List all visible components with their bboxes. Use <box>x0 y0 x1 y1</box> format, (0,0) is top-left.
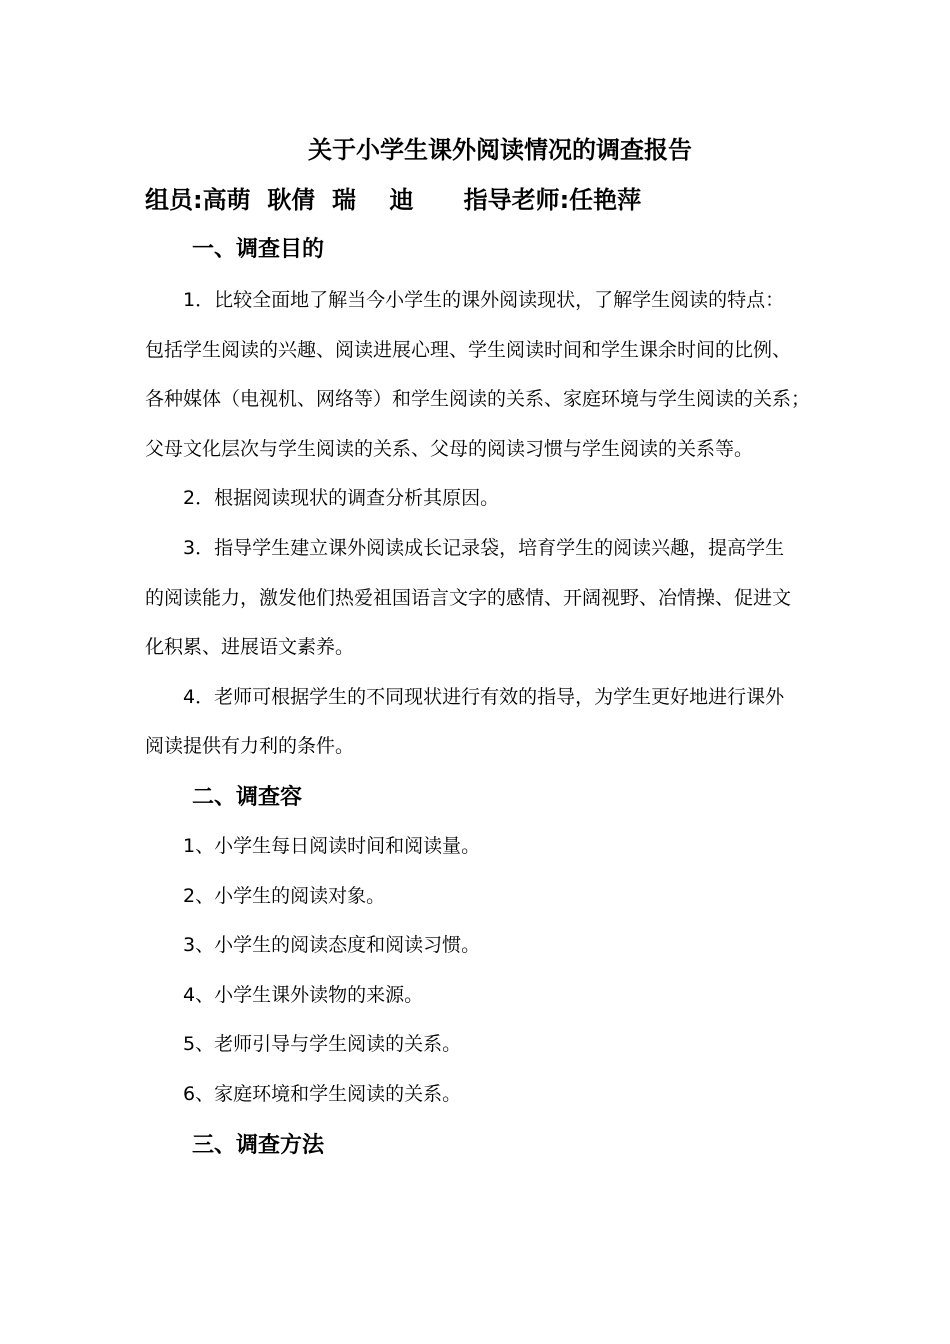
paragraph-line: 的阅读能力，激发他们热爱祖国语言文字的感情、开阔视野、冶情操、促进文 <box>145 587 792 609</box>
list-item: 4、小学生课外读物的来源。 <box>183 984 424 1006</box>
paragraph-line: 包括学生阅读的兴趣、阅读进展心理、学生阅读时间和学生课余时间的比例、 <box>145 339 792 361</box>
paragraph-line: 4．老师可根据学生的不同现状进行有效的指导，为学生更好地进行课外 <box>183 686 785 708</box>
paragraph-line: 阅读提供有力利的条件。 <box>145 735 355 757</box>
paragraph-line: 化积累、进展语文素养。 <box>145 636 355 658</box>
paragraph-line: 3．指导学生建立课外阅读成长记录袋，培育学生的阅读兴趣，提高学生 <box>183 537 785 559</box>
paragraph-line: 1．比较全面地了解当今小学生的课外阅读现状，了解学生阅读的特点： <box>183 289 785 311</box>
list-item: 6、家庭环境和学生阅读的关系。 <box>183 1083 462 1105</box>
paragraph-line: 各种媒体（电视机、网络等）和学生阅读的关系、家庭环境与学生阅读的关系； <box>145 388 811 410</box>
paragraph-line: 父母文化层次与学生阅读的关系、父母的阅读习惯与学生阅读的关系等。 <box>145 438 754 460</box>
members-line: 组员:高萌 耿倩 瑞 迪 指导老师:任艳萍 <box>145 186 642 214</box>
section-heading-method: 三、调查方法 <box>192 1133 325 1158</box>
paragraph-line: 2．根据阅读现状的调查分析其原因。 <box>183 487 500 509</box>
list-item: 3、小学生的阅读态度和阅读习惯。 <box>183 934 481 956</box>
list-item: 1、小学生每日阅读时间和阅读量。 <box>183 835 481 857</box>
section-heading-content: 二、调查容 <box>192 785 303 810</box>
list-item: 5、老师引导与学生阅读的关系。 <box>183 1033 462 1055</box>
section-heading-purpose: 一、调查目的 <box>192 237 325 262</box>
document-title: 关于小学生课外阅读情况的调查报告 <box>308 136 692 164</box>
list-item: 2、小学生的阅读对象。 <box>183 885 386 907</box>
